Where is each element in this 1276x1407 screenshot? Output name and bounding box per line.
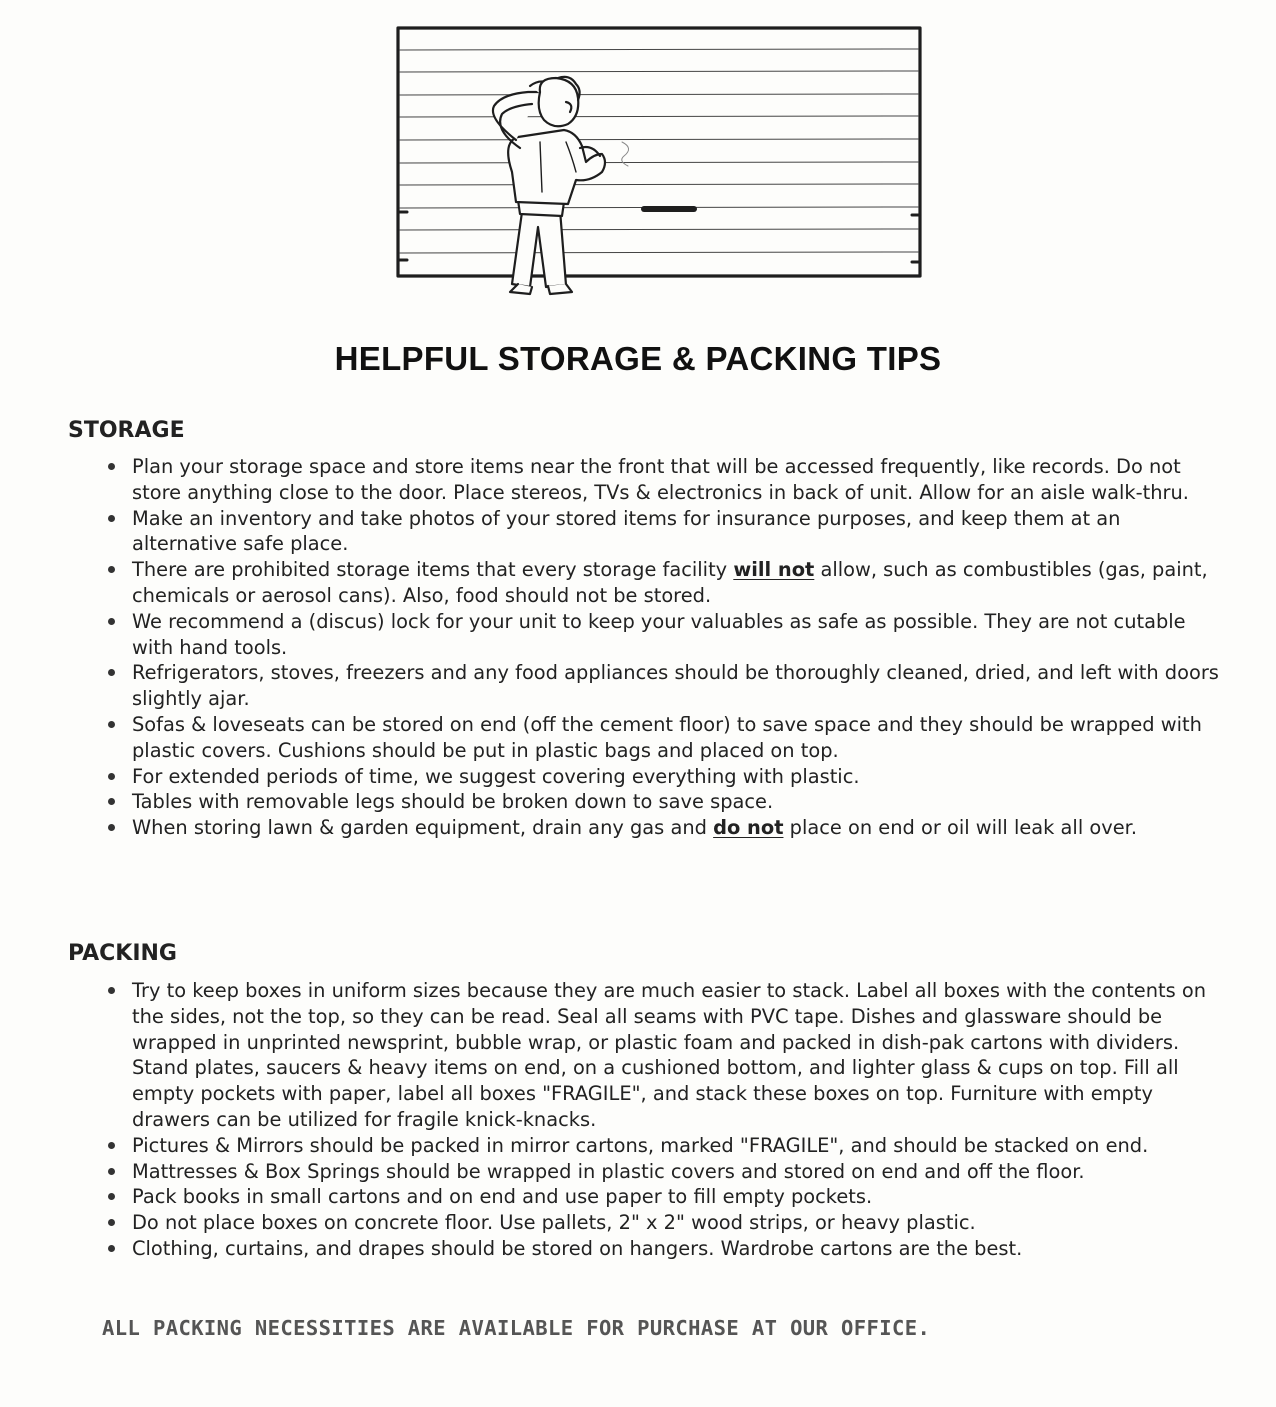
storage-tips-list bbox=[104, 454, 1229, 841]
list-item bbox=[104, 978, 1229, 1133]
tip-text: Do not place boxes on concrete floor. Use pallets, 2" x 2" wood strips, or heavy plastic. bbox=[132, 1211, 976, 1235]
tip-text: Make an inventory and take photos of your stored items for insurance purposes, and keep them at an alternative safe place. bbox=[132, 506, 1121, 556]
tip-text: Sofas & loveseats can be stored on end (off the cement floor) to save space and they should be wrapped with plastic covers. Cushions should be put in plastic bags and placed on top. bbox=[132, 712, 1202, 762]
tip-text: Tables with removable legs should be broken down to save space. bbox=[132, 790, 774, 814]
tip-text: There are prohibited storage items that every storage facility bbox=[132, 558, 734, 582]
list-item bbox=[104, 660, 1229, 712]
packing-tips-list bbox=[104, 978, 1229, 1262]
footer-note: ALL PACKING NECESSITIES ARE AVAILABLE FOR PURCHASE AT OUR OFFICE. bbox=[102, 1316, 931, 1340]
list-item bbox=[104, 712, 1229, 764]
list-item bbox=[104, 1210, 1229, 1236]
list-item bbox=[104, 506, 1229, 558]
tip-text: Try to keep boxes in uniform sizes because they are much easier to stack. Label all boxes with the contents on the sides, not the top, so they can be read. Seal all seams with PVC tape. Dishes and glassware should be wrapped in unprinted newsprint, bubble wrap, or plastic foam and packed in dish-pak cartons with dividers. Stand plates, saucers & heavy items on end, on a cushioned bottom, and lighter glass & cups on top. Fill all empty pockets with paper, label all boxes "FRAGILE", and stack these boxes on top. Furniture with empty drawers can be utilized for fragile knick-knacks. bbox=[132, 979, 1207, 1131]
tip-text: Plan your storage space and store items near the front that will be accessed frequently, like records. Do not store anything close to the door. Place stereos, TVs & electronics in back of unit. Allow for an aisle walk-thru. bbox=[132, 455, 1189, 504]
tip-text: For extended periods of time, we suggest covering everything with plastic. bbox=[132, 764, 860, 788]
list-item bbox=[104, 1236, 1229, 1262]
list-item bbox=[104, 1159, 1229, 1185]
tip-text: place on end or oil will leak all over. bbox=[783, 816, 1137, 840]
tip-text: When storing lawn & garden equipment, drain any gas and bbox=[132, 816, 714, 840]
tip-text: Refrigerators, stoves, freezers and any food appliances should be thoroughly cleaned, dried, and left with doors slightly ajar. bbox=[132, 661, 1219, 711]
tip-text: Mattresses & Box Springs should be wrapped in plastic covers and stored on end and off the floor. bbox=[132, 1159, 1085, 1183]
emphasis-do-not: do not bbox=[713, 816, 784, 840]
list-item bbox=[104, 1133, 1229, 1159]
storage-unit-door-with-person-icon bbox=[390, 22, 930, 307]
tip-text: Pictures & Mirrors should be packed in mirror cartons, marked "FRAGILE", and should be stacked on end. bbox=[132, 1133, 1149, 1157]
tip-text: Pack books in small cartons and on end and use paper to fill empty pockets. bbox=[132, 1185, 873, 1209]
storage-section-heading: STORAGE bbox=[68, 418, 185, 443]
packing-section-heading: PACKING bbox=[68, 941, 177, 966]
tip-text: allow, such as combustibles (gas, paint, chemicals or aerosol cans). Also, food should not be stored. bbox=[132, 558, 1208, 607]
list-item bbox=[104, 1184, 1229, 1210]
list-item bbox=[104, 764, 1229, 790]
list-item bbox=[104, 454, 1229, 506]
list-item bbox=[104, 789, 1229, 815]
page-title: HELPFUL STORAGE & PACKING TIPS bbox=[334, 340, 942, 377]
emphasis-will-not: will not bbox=[733, 558, 815, 582]
tip-text: Clothing, curtains, and drapes should be stored on hangers. Wardrobe cartons are the best. bbox=[132, 1236, 1023, 1260]
list-item bbox=[104, 557, 1229, 609]
list-item bbox=[104, 609, 1229, 661]
list-item bbox=[104, 815, 1229, 841]
tip-text: We recommend a (discus) lock for your unit to keep your valuables as safe as possible. They are not cutable with hand tools. bbox=[132, 609, 1186, 659]
